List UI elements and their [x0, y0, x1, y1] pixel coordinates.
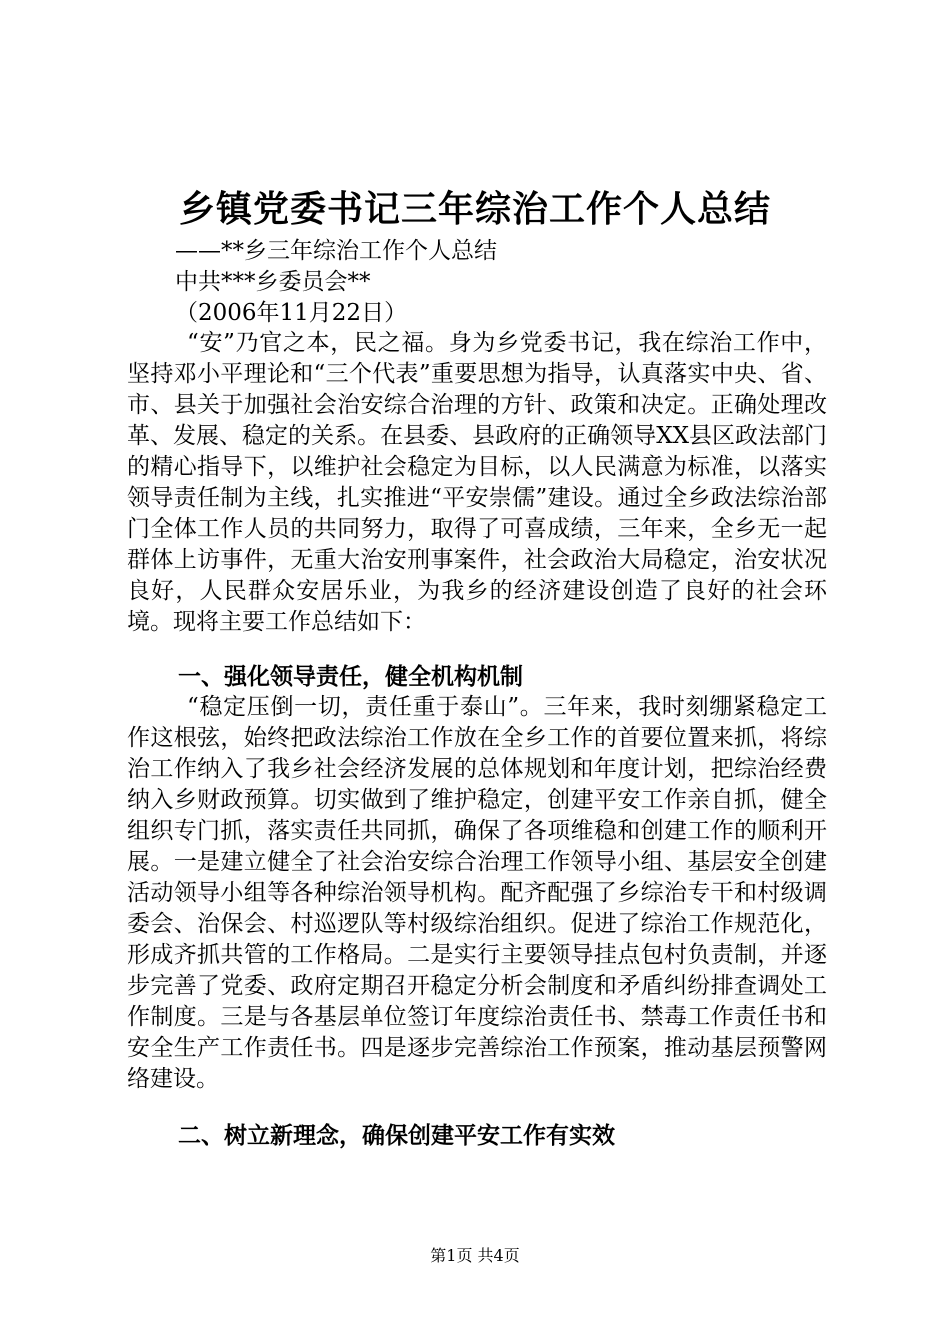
document-author: 中共***乡委员会**: [175, 269, 371, 295]
document-date: （2006年11月22日）: [175, 300, 408, 326]
intro-paragraph: “安”乃官之本，民之福。身为乡党委书记，我在综治工作中，坚持邓小平理论和“三个代表”重要思想为指导，认真落实中央、省、市、县关于加强社会治安综合治理的方针、政策和决定。正确处理改革、发展、稳定的关系。在县委、县政府的正确领导XX县区政法部门的精心指导下，以维护社会稳定为目标，以人民满意为标准，以落实领导责任制为主线，扎实推进“平安崇儒”建设。通过全乡政法综治部门全体工作人员的共同努力，取得了可喜成绩，三年来，全乡无一起群体上访事件，无重大治安刑事案件，社会政治大局稳定，治安状况良好，人民群众安居乐业，为我乡的经济建设创造了良好的社会环境。现将主要工作总结如下：: [127, 330, 827, 635]
page-number-footer: 第1页 共4页: [430, 1246, 520, 1265]
document-subtitle: ——**乡三年综治工作个人总结: [175, 238, 497, 264]
section-1-heading: 一、强化领导责任，健全机构机制: [178, 664, 523, 690]
section-2-heading: 二、树立新理念，确保创建平安工作有实效: [178, 1123, 615, 1149]
section-1-paragraph: “稳定压倒一切，责任重于泰山”。三年来，我时刻绷紧稳定工作这根弦，始终把政法综治工作放在全乡工作的首要位置来抓，将综治工作纳入了我乡社会经济发展的总体规划和年度计划，把综治经费纳入乡财政预算。切实做到了维护稳定，创建平安工作亲自抓，健全组织专门抓，落实责任共同抓，确保了各项维稳和创建工作的顺利开展。一是建立健全了社会治安综合治理工作领导小组、基层安全创建活动领导小组等各种综治领导机构。配齐配强了乡综治专干和村级调委会、治保会、村巡逻队等村级综治组织。促进了综治工作规范化，形成齐抓共管的工作格局。二是实行主要领导挂点包村负责制，并逐步完善了党委、政府定期召开稳定分析会制度和矛盾纠纷排查调处工作制度。三是与各基层单位签订年度综治责任书、禁毒工作责任书和安全生产工作责任书。四是逐步完善综治工作预案，推动基层预警网络建设。: [127, 694, 827, 1092]
document-title: 乡镇党委书记三年综治工作个人总结: [178, 189, 771, 230]
